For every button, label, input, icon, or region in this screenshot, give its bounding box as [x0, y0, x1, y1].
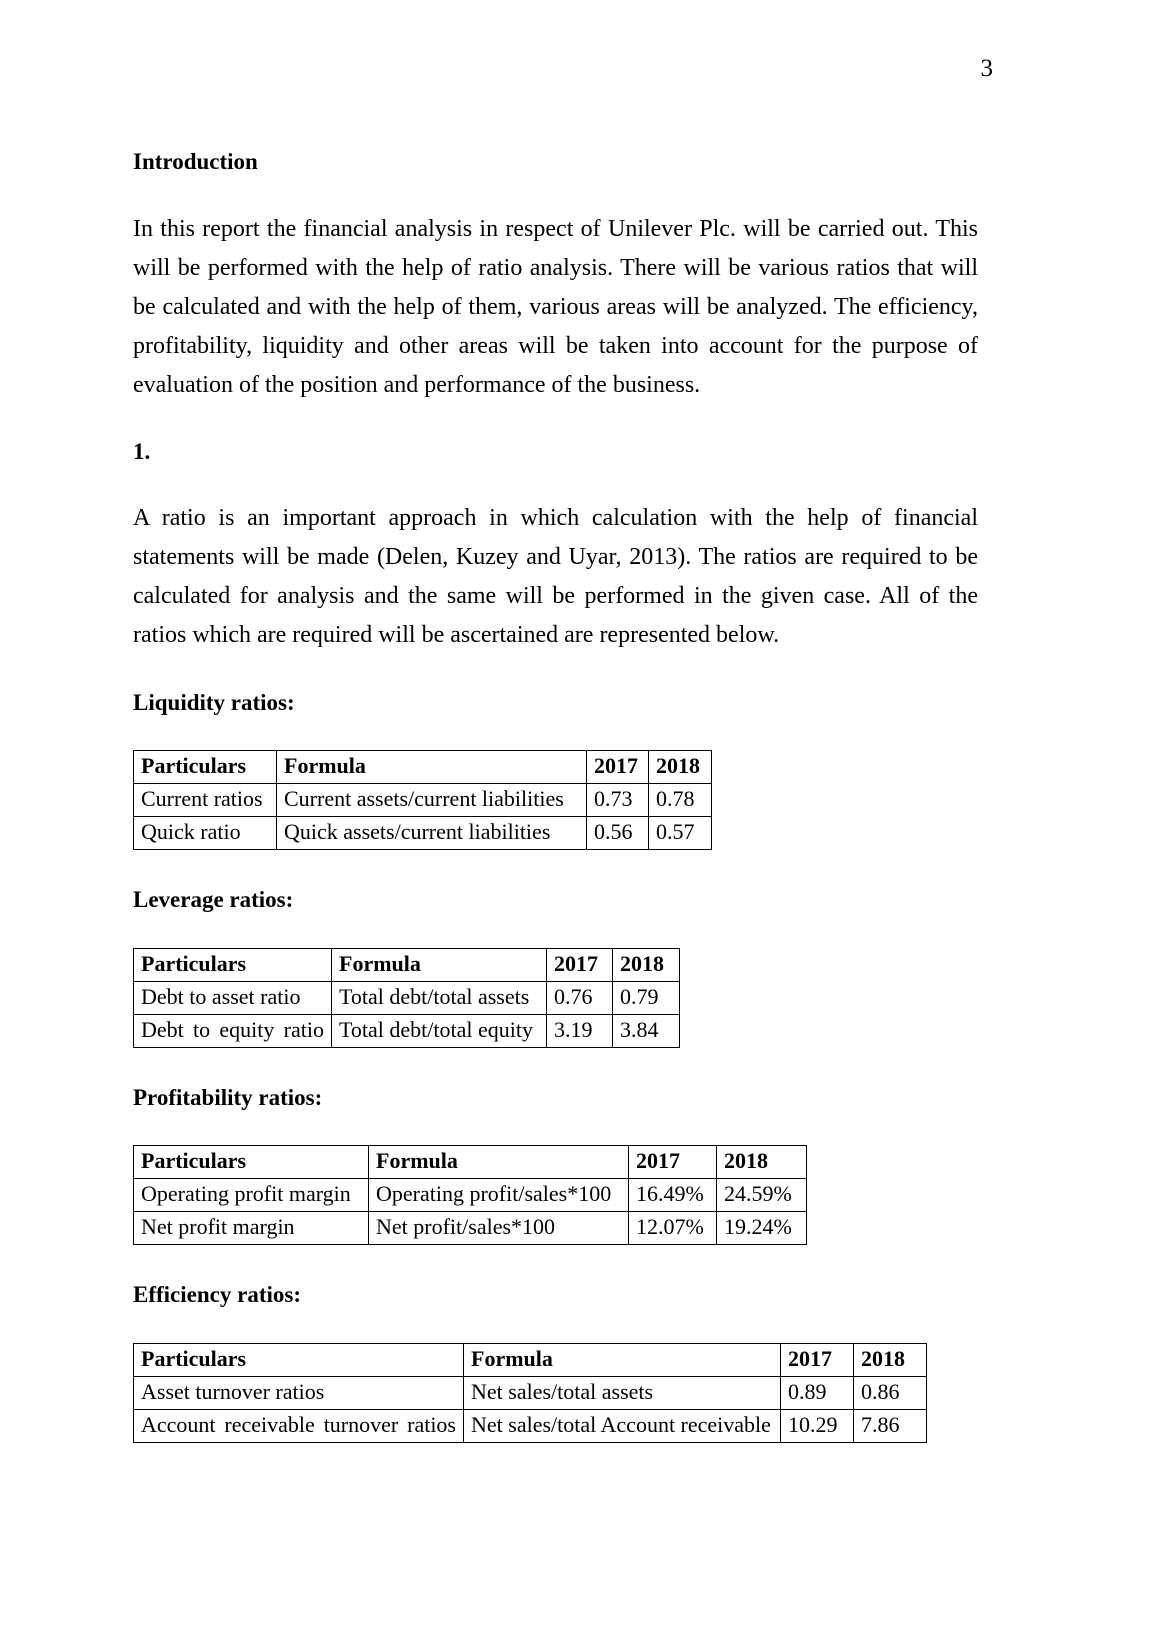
profitability-ratios-heading: Profitability ratios:: [133, 1084, 323, 1110]
column-header-particulars: Particulars: [134, 1343, 464, 1376]
page-number: 3: [980, 55, 993, 82]
column-header-formula: Formula: [277, 751, 587, 784]
cell-particulars: Current ratios: [134, 784, 277, 817]
column-header-particulars: Particulars: [134, 1146, 369, 1179]
cell-2018: 0.78: [649, 784, 712, 817]
cell-particulars: Asset turnover ratios: [134, 1376, 464, 1409]
cell-2018: 24.59%: [717, 1179, 807, 1212]
cell-2017: 3.19: [547, 1014, 613, 1047]
efficiency-ratios-table: [133, 1343, 927, 1443]
table-header-row: [134, 1146, 807, 1179]
introduction-paragraph: In this report the financial analysis in respect of Unilever Plc. will be carried out. This will be performed with the help of ratio analysis. There will be various ratios that will be calculated and with the help of them, various areas will be analyzed. The efficiency, profitability, liquidity and other areas will be taken into account for the purpose of evaluation of the position and performance of the business.: [133, 215, 978, 398]
leverage-ratios-heading: Leverage ratios:: [133, 887, 294, 913]
column-header-2017: 2017: [781, 1343, 854, 1376]
introduction-heading: Introduction: [133, 149, 258, 174]
cell-2018: 19.24%: [717, 1212, 807, 1245]
efficiency-ratios-heading: Efficiency ratios:: [133, 1282, 301, 1308]
cell-2017: 16.49%: [629, 1179, 717, 1212]
column-header-formula: Formula: [464, 1343, 781, 1376]
ratio-definition-paragraph: A ratio is an important approach in which calculation with the help of financial statements will be made (Delen, Kuzey and Uyar, 2013). The ratios are required to be calculated for analysis and the same will be performed in the given case. All of the ratios which are required will be ascertained are represented below.: [133, 504, 978, 648]
liquidity-ratios-heading: Liquidity ratios:: [133, 689, 295, 715]
cell-formula: Net sales/total Account receivable: [464, 1409, 781, 1442]
column-header-2017: 2017: [547, 948, 613, 981]
column-header-2017: 2017: [587, 751, 649, 784]
table-row: [134, 1409, 927, 1442]
cell-formula: Total debt/total assets: [332, 981, 547, 1014]
cell-2018: 7.86: [854, 1409, 927, 1442]
cell-2017: 12.07%: [629, 1212, 717, 1245]
cell-formula: Operating profit/sales*100: [369, 1179, 629, 1212]
table-row: [134, 1212, 807, 1245]
liquidity-ratios-table: [133, 750, 712, 850]
column-header-2018: 2018: [854, 1343, 927, 1376]
table-row: [134, 1179, 807, 1212]
cell-formula: Net sales/total assets: [464, 1376, 781, 1409]
table-header-row: [134, 948, 680, 981]
column-header-2018: 2018: [613, 948, 680, 981]
table-header-row: [134, 751, 712, 784]
table-header-row: [134, 1343, 927, 1376]
column-header-2018: 2018: [649, 751, 712, 784]
cell-formula: Total debt/total equity: [332, 1014, 547, 1047]
cell-particulars: Net profit margin: [134, 1212, 369, 1245]
cell-particulars: Quick ratio: [134, 817, 277, 850]
column-header-particulars: Particulars: [134, 751, 277, 784]
leverage-ratios-table: [133, 948, 680, 1048]
cell-formula: Net profit/sales*100: [369, 1212, 629, 1245]
section-number-1: 1.: [133, 438, 151, 464]
cell-2017: 10.29: [781, 1409, 854, 1442]
cell-2017: 0.89: [781, 1376, 854, 1409]
cell-2018: 3.84: [613, 1014, 680, 1047]
cell-particulars: Debt to equity ratio: [134, 1014, 332, 1047]
table-row: [134, 1014, 680, 1047]
column-header-particulars: Particulars: [134, 948, 332, 981]
column-header-formula: Formula: [332, 948, 547, 981]
table-row: [134, 817, 712, 850]
cell-2017: 0.73: [587, 784, 649, 817]
page-content: [133, 148, 978, 1479]
cell-2017: 0.56: [587, 817, 649, 850]
cell-2017: 0.76: [547, 981, 613, 1014]
column-header-2018: 2018: [717, 1146, 807, 1179]
cell-particulars: Debt to asset ratio: [134, 981, 332, 1014]
cell-2018: 0.57: [649, 817, 712, 850]
cell-2018: 0.86: [854, 1376, 927, 1409]
column-header-2017: 2017: [629, 1146, 717, 1179]
cell-2018: 0.79: [613, 981, 680, 1014]
cell-formula: Quick assets/current liabilities: [277, 817, 587, 850]
cell-formula: Current assets/current liabilities: [277, 784, 587, 817]
profitability-ratios-table: [133, 1145, 807, 1245]
cell-particulars: Account receivable turnover ratios: [134, 1409, 464, 1442]
cell-particulars: Operating profit margin: [134, 1179, 369, 1212]
table-row: [134, 784, 712, 817]
table-row: [134, 981, 680, 1014]
table-row: [134, 1376, 927, 1409]
column-header-formula: Formula: [369, 1146, 629, 1179]
